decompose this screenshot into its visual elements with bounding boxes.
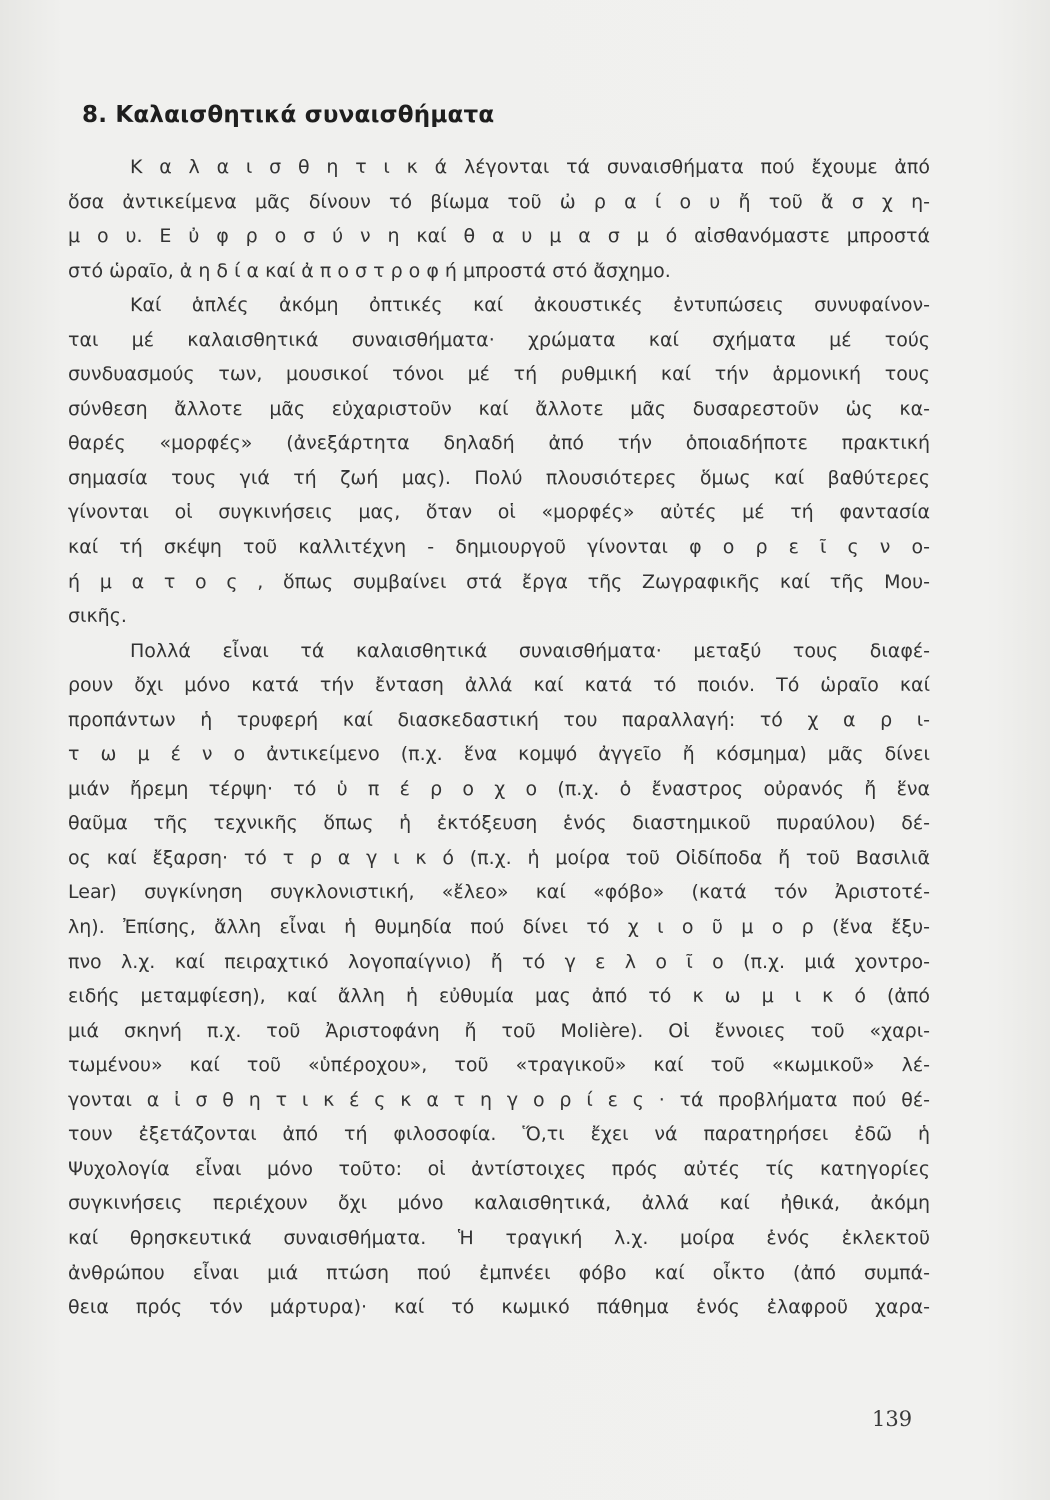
- text-line: στό ὡραῖο, ἀ η δ ί α καί ἀ π ο σ τ ρ ο φ ή μπροστά στό ἄσχημο.: [68, 259, 671, 282]
- text-line: λη). Ἐπίσης, ἄλλη εἶναι ἡ θυμηδία πού δίνει τό χ ι ο ῦ μ ο ρ (ἕνα ἔξυ-: [68, 916, 930, 939]
- section-heading: 8. Καλαισθητικά συναισθήματα: [82, 102, 495, 128]
- text-line: σύνθεση ἄλλοτε μᾶς εὐχαριστοῦν καί ἄλλοτε μᾶς δυσαρεστοῦν ὡς κα-: [68, 397, 930, 420]
- body-text: [68, 150, 930, 1325]
- text-line: θαῦμα τῆς τεχνικῆς ὅπως ἡ ἐκτόξευση ἑνός διαστημικοῦ πυραύλου) δέ-: [68, 812, 930, 835]
- text-line: Πολλά εἶναι τά καλαισθητικά συναισθήματα· μεταξύ τους διαφέ-: [130, 639, 930, 662]
- text-line: τουν ἐξετάζονται ἀπό τή φιλοσοφία. Ὅ,τι ἔχει νά παρατηρήσει ἐδῶ ἡ: [68, 1123, 930, 1146]
- text-line: Lear) συγκίνηση συγκλονιστική, «ἔλεο» καί «φόβο» (κατά τόν Ἀριστοτέ-: [68, 881, 930, 904]
- text-line: πνο λ.χ. καί πειραχτικό λογοπαίγνιο) ἤ τό γ ε λ ο ῖ ο (π.χ. μιά χοντρο-: [68, 950, 930, 973]
- text-line: σικῆς.: [68, 605, 127, 628]
- text-line: τ ω μ έ ν ο ἀντικείμενο (π.χ. ἕνα κομψό ἀγγεῖο ἤ κόσμημα) μᾶς δίνει: [68, 743, 930, 766]
- text-line: ται μέ καλαισθητικά συναισθήματα· χρώματα καί σχήματα μέ τούς: [68, 328, 930, 351]
- text-line: γίνονται οἱ συγκινήσεις μας, ὅταν οἱ «μορφές» αὐτές μέ τή φαντασία: [68, 501, 930, 524]
- text-line: θεια πρός τόν μάρτυρα)· καί τό κωμικό πάθημα ἑνός ἐλαφροῦ χαρα-: [68, 1296, 930, 1319]
- text-line: συνδυασμούς των, μουσικοί τόνοι μέ τή ρυθμική καί τήν ἁρμονική τους: [68, 363, 930, 386]
- text-line: σημασία τους γιά τή ζωή μας). Πολύ πλουσιότερες ὅμως καί βαθύτερες: [68, 466, 930, 489]
- text-line: καί τή σκέψη τοῦ καλλιτέχνη - δημιουργοῦ γίνονται φ ο ρ ε ῖ ς ν ο-: [68, 536, 930, 559]
- page-number: 139: [872, 1407, 913, 1431]
- text-line: ειδής μεταμφίεση), καί ἄλλη ἡ εὐθυμία μας ἀπό τό κ ω μ ι κ ό (ἀπό: [68, 985, 930, 1008]
- text-line: ή μ α τ ο ς , ὅπως συμβαίνει στά ἔργα τῆς Ζωγραφικῆς καί τῆς Μου-: [68, 570, 930, 593]
- text-line: Καί ἁπλές ἀκόμη ὀπτικές καί ἀκουστικές ἐντυπώσεις συνυφαίνον-: [130, 294, 930, 317]
- text-line: ἀνθρώπου εἶναι μιά πτώση πού ἐμπνέει φόβο καί οἶκτο (ἀπό συμπά-: [68, 1261, 930, 1284]
- text-line: μ ο υ. Ε ὐ φ ρ ο σ ύ ν η καί θ α υ μ α σ μ ό αἰσθανόμαστε μπροστά: [68, 225, 930, 248]
- text-line: συγκινήσεις περιέχουν ὄχι μόνο καλαισθητικά, ἀλλά καί ἠθικά, ἀκόμη: [68, 1192, 930, 1215]
- text-line: προπάντων ἡ τρυφερή καί διασκεδαστική του παραλλαγή: τό χ α ρ ι-: [68, 708, 930, 731]
- text-line: ὅσα ἀντικείμενα μᾶς δίνουν τό βίωμα τοῦ ὠ ρ α ί ο υ ἤ τοῦ ἄ σ χ η-: [68, 190, 930, 213]
- text-line: καί θρησκευτικά συναισθήματα. Ἡ τραγική λ.χ. μοίρα ἑνός ἐκλεκτοῦ: [68, 1226, 930, 1249]
- text-line: Ψυχολογία εἶναι μόνο τοῦτο: οἱ ἀντίστοιχες πρός αὐτές τίς κατηγορίες: [68, 1157, 930, 1180]
- text-line: γονται α ἰ σ θ η τ ι κ έ ς κ α τ η γ ο ρ ί ε ς · τά προβλήματα πού θέ-: [68, 1088, 930, 1111]
- text-line: θαρές «μορφές» (ἀνεξάρτητα δηλαδή ἀπό τήν ὁποιαδήποτε πρακτική: [68, 432, 930, 455]
- text-line: μιάν ἤρεμη τέρψη· τό ὑ π έ ρ ο χ ο (π.χ. ὁ ἔναστρος οὐρανός ἤ ἕνα: [68, 777, 930, 800]
- text-line: τωμένου» καί τοῦ «ὑπέροχου», τοῦ «τραγικοῦ» καί τοῦ «κωμικοῦ» λέ-: [68, 1054, 930, 1077]
- text-line: ος καί ἔξαρση· τό τ ρ α γ ι κ ό (π.χ. ἡ μοίρα τοῦ Οἰδίποδα ἤ τοῦ Βασιλιᾶ: [68, 846, 930, 869]
- text-line: μιά σκηνή π.χ. τοῦ Ἀριστοφάνη ἤ τοῦ Molière). Οἱ ἔννοιες τοῦ «χαρι-: [68, 1019, 930, 1042]
- text-line: Κ α λ α ι σ θ η τ ι κ ά λέγονται τά συναισθήματα πού ἔχουμε ἀπό: [130, 156, 930, 178]
- text-line: ρουν ὄχι μόνο κατά τήν ἔνταση ἀλλά καί κατά τό ποιόν. Τό ὡραῖο καί: [68, 674, 930, 697]
